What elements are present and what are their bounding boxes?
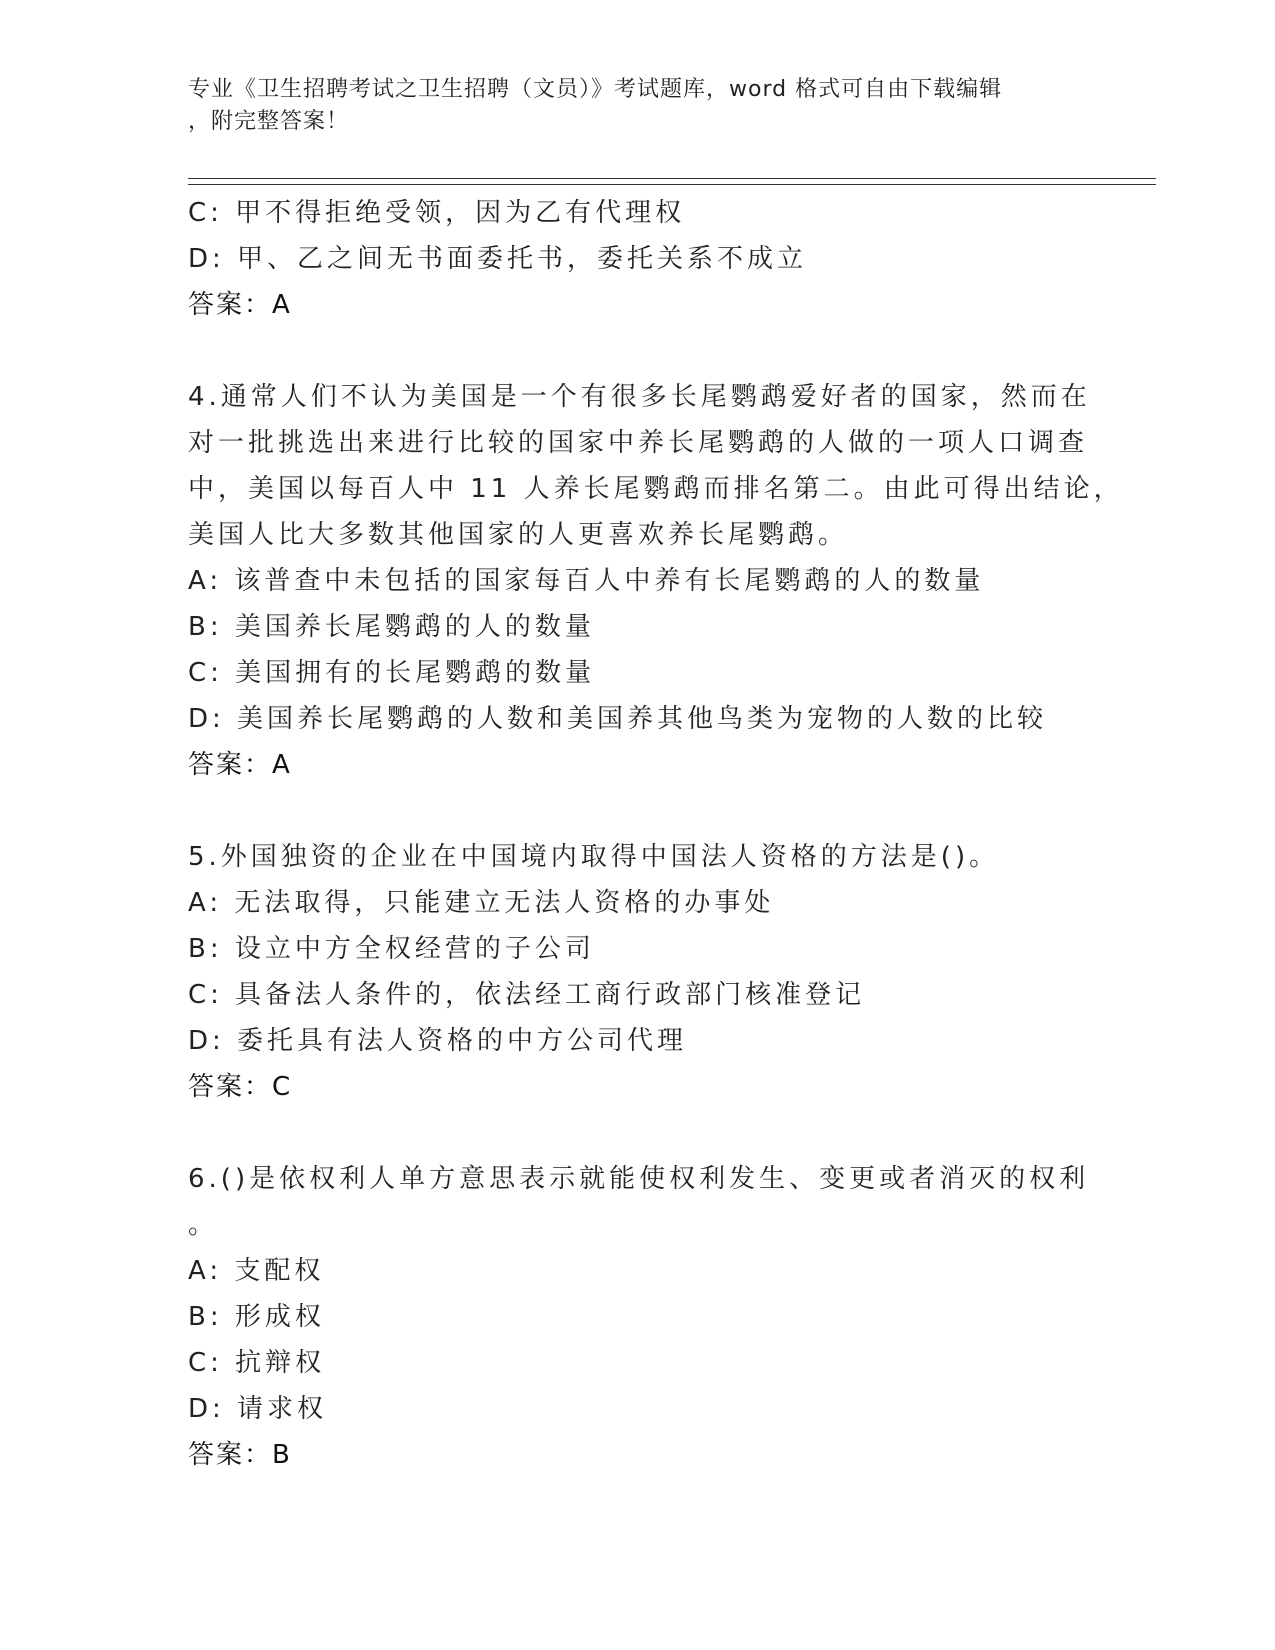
question-3-tail xyxy=(188,190,1088,328)
question-stem-line: 对一批挑选出来进行比较的国家中养长尾鹦鹉的人做的一项人口调查 xyxy=(188,428,1089,458)
option-b: B: 形成权 xyxy=(188,1302,325,1332)
question-4 xyxy=(188,374,1124,788)
answer-line: 答案：B xyxy=(188,1440,292,1470)
option-d: D: 美国养长尾鹦鹉的人数和美国养其他鸟类为宠物的人数的比较 xyxy=(188,704,1048,734)
question-stem-line: 4.通常人们不认为美国是一个有很多长尾鹦鹉爱好者的国家，然而在 xyxy=(188,382,1091,412)
spacer xyxy=(188,788,1088,834)
header-line-1: 专业《卫生招聘考试之卫生招聘（文员）》考试题库，word 格式可自由下载编辑 xyxy=(188,77,1003,102)
option-b: B: 美国养长尾鹦鹉的人的数量 xyxy=(188,612,595,642)
option-d: D: 委托具有法人资格的中方公司代理 xyxy=(188,1026,688,1056)
option-c: C: 甲不得拒绝受领，因为乙有代理权 xyxy=(188,198,686,228)
header-divider-top xyxy=(188,178,1156,179)
answer-line: 答案：A xyxy=(188,750,292,780)
question-list xyxy=(188,190,1124,1478)
option-a: A: 该普查中未包括的国家每百人中养有长尾鹦鹉的人的数量 xyxy=(188,566,985,596)
question-stem-line: 中，美国以每百人中 11 人养长尾鹦鹉而排名第二。由此可得出结论， xyxy=(188,474,1124,504)
question-6 xyxy=(188,1156,1088,1478)
header-line-2: ，附完整答案！ xyxy=(188,109,350,134)
document-header xyxy=(188,74,1068,138)
option-d: D: 甲、乙之间无书面委托书，委托关系不成立 xyxy=(188,244,808,274)
spacer xyxy=(188,1110,1088,1156)
answer-line: 答案：C xyxy=(188,1072,293,1102)
question-stem-line: 5.外国独资的企业在中国境内取得中国法人资格的方法是()。 xyxy=(188,842,1000,872)
spacer xyxy=(188,328,1088,374)
option-d: D: 请求权 xyxy=(188,1394,328,1424)
question-stem-line: 美国人比大多数其他国家的人更喜欢养长尾鹦鹉。 xyxy=(188,520,849,550)
header-divider-bottom xyxy=(188,184,1156,185)
option-b: B: 设立中方全权经营的子公司 xyxy=(188,934,595,964)
option-c: C: 抗辩权 xyxy=(188,1348,326,1378)
answer-line: 答案：A xyxy=(188,290,292,320)
question-stem-line: 6.()是依权利人单方意思表示就能使权利发生、变更或者消灭的权利 xyxy=(188,1164,1090,1194)
option-a: A: 无法取得，只能建立无法人资格的办事处 xyxy=(188,888,775,918)
question-stem-line: 。 xyxy=(188,1210,219,1240)
option-a: A: 支配权 xyxy=(188,1256,325,1286)
option-c: C: 美国拥有的长尾鹦鹉的数量 xyxy=(188,658,596,688)
option-c: C: 具备法人条件的，依法经工商行政部门核准登记 xyxy=(188,980,866,1010)
question-5 xyxy=(188,834,1088,1110)
